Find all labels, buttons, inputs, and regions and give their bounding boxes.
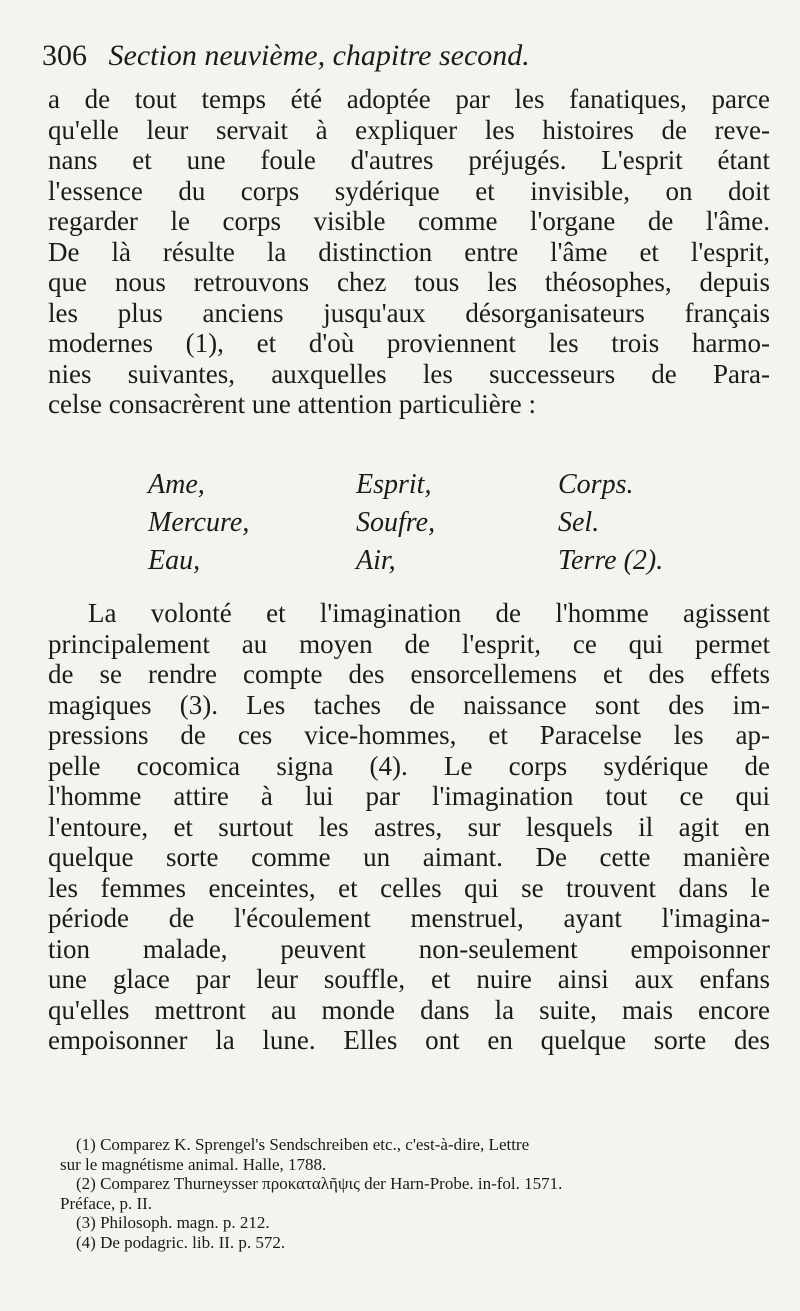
text-line: a de tout temps été adoptée par les fanatiques, parce <box>48 84 770 114</box>
footnote-continuation: sur le magnétisme animal. Halle, 1788. <box>60 1154 327 1174</box>
text-line: une glace par leur souffle, et nuire ainsi aux enfans <box>48 964 770 994</box>
text-line: celse consacrèrent une attention particulière : <box>48 389 537 419</box>
text-line: qu'elle leur servait à expliquer les histoires de reve- <box>48 114 770 145</box>
page-header <box>42 38 772 74</box>
footnotes <box>60 1135 780 1252</box>
text-line: principalement au moyen de l'esprit, ce qui permet <box>48 628 770 659</box>
harmony-cell: Ame, <box>148 469 205 500</box>
text-line: l'essence du corps sydérique et invisible, on doit <box>48 175 770 206</box>
text-line: qu'elles mettront au monde dans la suite, mais encore <box>48 994 770 1025</box>
harmony-cell: Soufre, <box>356 507 436 538</box>
text-line: les plus anciens jusqu'aux désorganisateurs français <box>48 297 770 328</box>
text-line: période de l'écoulement menstruel, ayant l'imagina- <box>48 903 770 933</box>
paragraph-1 <box>48 84 770 420</box>
three-harmonies-table <box>48 466 770 580</box>
footnote: (1) Comparez K. Sprengel's Sendschreiben etc., c'est-à-dire, Lettre <box>76 1135 530 1154</box>
harmony-cell: Terre (2). <box>558 545 664 576</box>
text-line: l'homme attire à lui par l'imagination tout ce qui <box>48 781 770 811</box>
text-line: nies suivantes, auxquelles les successeurs de Para- <box>48 358 770 389</box>
text-line: nans et une foule d'autres préjugés. L'esprit étant <box>48 145 770 175</box>
harmony-cell: Corps. <box>558 469 634 500</box>
text-line: que nous retrouvons chez tous les théosophes, depuis <box>48 267 770 297</box>
harmony-cell: Esprit, <box>356 469 432 500</box>
paragraph-2 <box>48 598 770 1056</box>
harmony-cell: Sel. <box>558 507 600 538</box>
text-line: pelle cocomica signa (4). Le corps sydérique de <box>48 750 770 781</box>
text-line: La volonté et l'imagination de l'homme agissent <box>88 598 770 628</box>
text-line: regarder le corps visible comme l'organe de l'âme. <box>48 206 770 236</box>
harmony-cell: Mercure, <box>148 507 250 538</box>
text-line: magiques (3). Les taches de naissance sont des im- <box>48 689 770 720</box>
harmony-cell: Eau, <box>148 545 201 576</box>
footnote: (3) Philosoph. magn. p. 212. <box>76 1213 270 1232</box>
page-number: 306 <box>42 39 87 72</box>
footnote-continuation: Préface, p. II. <box>60 1193 153 1213</box>
text-line: pressions de ces vice-hommes, et Paracelse les ap- <box>48 720 770 750</box>
footnote: (4) De podagric. lib. II. p. 572. <box>76 1232 286 1252</box>
text-line: empoisonner la lune. Elles ont en quelque sorte des <box>48 1025 770 1055</box>
footnote: (2) Comparez Thurneysser προκαταλῆψις der Harn-Probe. in-fol. 1571. <box>76 1174 563 1193</box>
text-line: l'entoure, et surtout les astres, sur lesquels il agit en <box>48 811 770 842</box>
text-line: modernes (1), et d'où proviennent les trois harmo- <box>48 328 770 358</box>
text-line: quelque sorte comme un aimant. De cette manière <box>48 842 770 872</box>
text-line: de se rendre compte des ensorcellemens et des effets <box>48 659 770 689</box>
text-line: les femmes enceintes, et celles qui se trouvent dans le <box>48 872 770 903</box>
text-line: tion malade, peuvent non-seulement empoisonner <box>48 933 770 964</box>
harmony-cell: Air, <box>356 545 396 576</box>
running-title: Section neuvième, chapitre second. <box>108 39 530 72</box>
text-line: De là résulte la distinction entre l'âme et l'esprit, <box>48 236 770 267</box>
